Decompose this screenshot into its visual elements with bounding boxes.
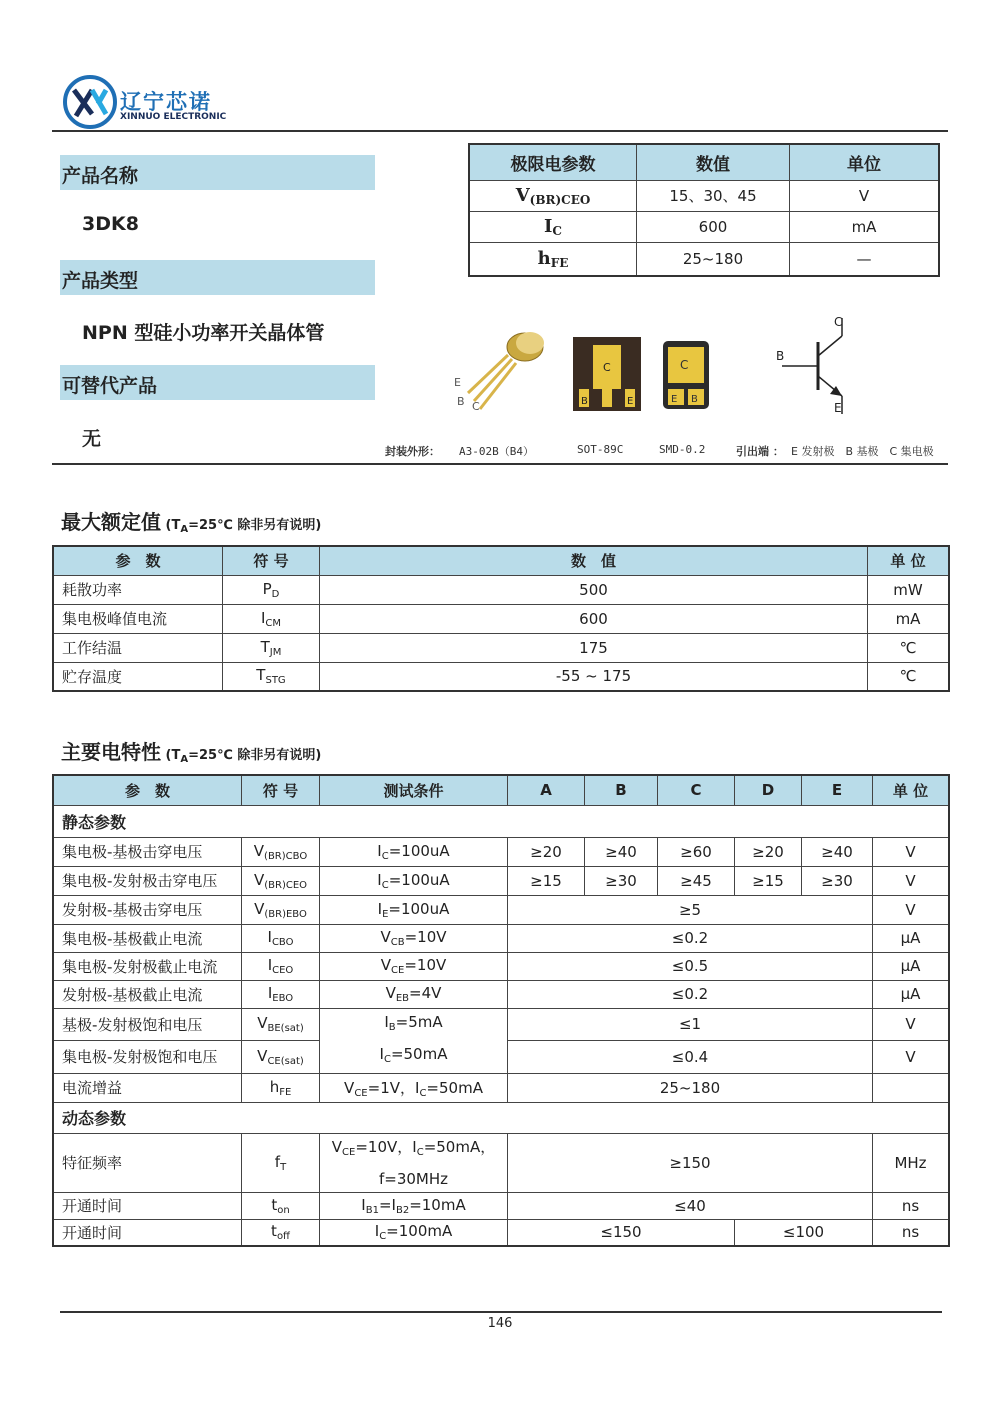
header-symbol: 符 号	[223, 546, 320, 575]
product-type-value: NPN 型硅小功率开关晶体管	[82, 322, 325, 344]
limit-unit-cell: —	[790, 242, 940, 276]
unit-cell	[873, 1073, 950, 1102]
param-cell: 耗散功率	[53, 575, 223, 604]
table-row	[53, 1192, 949, 1219]
table-row	[53, 952, 949, 980]
page-number: 146	[487, 1316, 513, 1331]
symbol-cell: $I_{CBO}$	[242, 924, 320, 952]
unit-cell: V	[873, 866, 950, 895]
unit-cell: MHz	[873, 1133, 950, 1192]
value-cell: -55 ~ 175	[320, 662, 868, 691]
condition-cell: $I_C=100mA$	[320, 1219, 508, 1246]
pin-label-b: B	[457, 395, 465, 408]
company-name-en: XINNUO ELECTRONIC	[120, 112, 227, 122]
pins-description: E 发射极 B 基极 C 集电极	[791, 445, 934, 458]
value-cell: ≤0.2	[508, 980, 873, 1008]
header-condition: 测试条件	[320, 775, 508, 805]
value-cell: ≥5	[508, 895, 873, 924]
max-ratings-table	[52, 545, 950, 692]
header-c: C	[658, 775, 735, 805]
header-d: D	[735, 775, 802, 805]
unit-cell: V	[873, 1008, 950, 1041]
package-name-2: SOT-89C	[577, 443, 624, 456]
header-value: 数 值	[320, 546, 868, 575]
symbol-cell: $f_T$	[242, 1133, 320, 1192]
condition-cell: $V_{CE}=10V$，$I_C=50mA$， f=30MHz	[320, 1133, 508, 1192]
grade-c-cell: ≥45	[658, 866, 735, 895]
limit-value-cell: 25~180	[637, 242, 790, 276]
limit-header-value: 数值	[637, 144, 790, 180]
table-row	[53, 924, 949, 952]
header-e: E	[802, 775, 873, 805]
limit-unit-cell: mA	[790, 211, 940, 242]
symbol-cell: $T_{JM}$	[223, 633, 320, 662]
limit-param-cell: $h_{FE}$	[469, 242, 637, 276]
symbol-cell: $P_D$	[223, 575, 320, 604]
value-cell: 600	[320, 604, 868, 633]
unit-cell: ℃	[868, 633, 950, 662]
table-row	[469, 242, 939, 276]
table-row	[53, 575, 949, 604]
unit-cell: μA	[873, 952, 950, 980]
value-cell: 175	[320, 633, 868, 662]
characteristics-table	[52, 774, 950, 1247]
unit-cell: ns	[873, 1219, 950, 1246]
svg-text:C: C	[680, 358, 689, 372]
company-name-cn: 辽宁芯诺	[120, 90, 212, 114]
symbol-cell: $t_{off}$	[242, 1219, 320, 1246]
unit-cell: V	[873, 895, 950, 924]
condition-cell: $I_C=100uA$	[320, 866, 508, 895]
symbol-cell: $h_{FE}$	[242, 1073, 320, 1102]
grade-c-cell: ≥60	[658, 837, 735, 866]
param-cell: 集电极-基极击穿电压	[53, 837, 242, 866]
table-row	[53, 1133, 949, 1192]
condition-cell: $I_B=5mA$ $I_C=50mA$	[320, 1008, 508, 1073]
svg-text:E: E	[627, 396, 634, 407]
symbol-cell: $I_{CM}$	[223, 604, 320, 633]
param-cell: 开通时间	[53, 1219, 242, 1246]
svg-text:B: B	[776, 349, 785, 363]
unit-cell: V	[873, 1041, 950, 1074]
table-row	[53, 633, 949, 662]
table-row	[53, 1073, 949, 1102]
param-cell: 集电极峰值电流	[53, 604, 223, 633]
condition-cell: $V_{CB}=10V$	[320, 924, 508, 952]
condition-cell: $I_C=100uA$	[320, 837, 508, 866]
product-type-label: 产品类型	[62, 270, 139, 292]
value-cell: ≤0.4	[508, 1041, 873, 1074]
header-b: B	[585, 775, 658, 805]
param-cell: 发射极-基极截止电流	[53, 980, 242, 1008]
symbol-cell: $t_{on}$	[242, 1192, 320, 1219]
svg-text:E: E	[834, 401, 842, 415]
table-row	[53, 895, 949, 924]
logo-icon	[62, 74, 118, 130]
header-symbol: 符 号	[242, 775, 320, 805]
grade-a-cell: ≥15	[508, 866, 585, 895]
unit-cell: mA	[868, 604, 950, 633]
table-row	[53, 662, 949, 691]
symbol-cell: $I_{CEO}$	[242, 952, 320, 980]
max-ratings-title: 最大额定值 ($T_A=25℃$ 除非另有说明)	[61, 510, 322, 535]
grade-d-cell: ≥15	[735, 866, 802, 895]
header-param: 参 数	[53, 546, 223, 575]
param-cell: 集电极-基极截止电流	[53, 924, 242, 952]
table-row	[53, 837, 949, 866]
unit-cell: μA	[873, 980, 950, 1008]
param-cell: 集电极-发射极截止电流	[53, 952, 242, 980]
table-row	[53, 866, 949, 895]
table-row	[53, 604, 949, 633]
pin-label-c: C	[472, 400, 480, 413]
grade-d-cell: ≥20	[735, 837, 802, 866]
npn-transistor-symbol-icon	[772, 312, 862, 420]
header-rule	[52, 130, 948, 132]
value-cell: ≤0.5	[508, 952, 873, 980]
grade-e-cell: ≥40	[802, 837, 873, 866]
symbol-cell: $V_{(BR)CBO}$	[242, 837, 320, 866]
unit-cell: μA	[873, 924, 950, 952]
svg-text:C: C	[603, 361, 611, 374]
table-row	[469, 180, 939, 211]
value-cell: ≥150	[508, 1133, 873, 1192]
param-cell: 基极-发射极饱和电压	[53, 1008, 242, 1041]
grade-a-cell: ≥20	[508, 837, 585, 866]
smd-package-image	[663, 341, 709, 409]
pin-label-e: E	[454, 376, 461, 389]
param-cell: 集电极-发射极饱和电压	[53, 1041, 242, 1074]
package-name-1: A3-02B（B4）	[459, 445, 534, 458]
param-cell: 开通时间	[53, 1192, 242, 1219]
value-cell: ≤100	[735, 1219, 873, 1246]
param-cell: 工作结温	[53, 633, 223, 662]
value-cell: ≤0.2	[508, 924, 873, 952]
condition-cell: $I_{B1}=I_{B2}=10mA$	[320, 1192, 508, 1219]
condition-cell: $I_E=100uA$	[320, 895, 508, 924]
replacement-label: 可替代产品	[62, 375, 158, 397]
unit-cell: ℃	[868, 662, 950, 691]
svg-text:E: E	[671, 394, 678, 405]
symbol-cell: $T_{STG}$	[223, 662, 320, 691]
param-cell: 电流增益	[53, 1073, 242, 1102]
header-param: 参 数	[53, 775, 242, 805]
param-cell: 贮存温度	[53, 662, 223, 691]
symbol-cell: $V_{(BR)CEO}$	[242, 866, 320, 895]
pins-label: 引出端 ：	[736, 445, 784, 458]
table-row	[53, 1008, 949, 1041]
param-cell: 发射极-基极击穿电压	[53, 895, 242, 924]
limit-parameter-table	[468, 143, 940, 277]
section-rule	[52, 463, 948, 465]
product-name-label: 产品名称	[62, 165, 139, 187]
table-row	[53, 1219, 949, 1246]
package-label: 封装外形：	[385, 445, 440, 458]
svg-text:B: B	[581, 396, 588, 407]
product-name-value: 3DK8	[82, 213, 139, 235]
grade-b-cell: ≥30	[585, 866, 658, 895]
limit-param-cell: $I_C$	[469, 211, 637, 242]
unit-cell: ns	[873, 1192, 950, 1219]
unit-cell: mW	[868, 575, 950, 604]
limit-value-cell: 15、30、45	[637, 180, 790, 211]
footer-rule	[60, 1311, 942, 1313]
limit-header-unit: 单位	[790, 144, 940, 180]
unit-cell: V	[873, 837, 950, 866]
table-row	[53, 980, 949, 1008]
company-logo	[62, 72, 262, 132]
value-cell: 500	[320, 575, 868, 604]
replacement-value: 无	[82, 428, 102, 450]
value-cell: 25~180	[508, 1073, 873, 1102]
value-cell: ≤1	[508, 1008, 873, 1041]
symbol-cell: $V_{(BR)EBO}$	[242, 895, 320, 924]
grade-e-cell: ≥30	[802, 866, 873, 895]
value-cell: ≤40	[508, 1192, 873, 1219]
svg-text:C: C	[834, 315, 843, 329]
symbol-cell: $V_{CE(sat)}$	[242, 1041, 320, 1074]
limit-header-param: 极限电参数	[469, 144, 637, 180]
limit-unit-cell: V	[790, 180, 940, 211]
symbol-cell: $I_{EBO}$	[242, 980, 320, 1008]
grade-b-cell: ≥40	[585, 837, 658, 866]
header-unit: 单 位	[873, 775, 950, 805]
sot89-package-image	[573, 337, 641, 411]
static-params-label: 静态参数	[53, 805, 949, 837]
dynamic-params-label: 动态参数	[53, 1102, 949, 1133]
param-cell: 特征频率	[53, 1133, 242, 1192]
characteristics-title: 主要电特性 ($T_A=25℃$ 除非另有说明)	[61, 740, 322, 765]
limit-value-cell: 600	[637, 211, 790, 242]
condition-cell: $V_{CE}=10V$	[320, 952, 508, 980]
param-cell: 集电极-发射极击穿电压	[53, 866, 242, 895]
symbol-cell: $V_{BE(sat)}$	[242, 1008, 320, 1041]
to-can-package-image	[450, 325, 550, 415]
table-row	[469, 211, 939, 242]
header-a: A	[508, 775, 585, 805]
header-unit: 单 位	[868, 546, 950, 575]
limit-param-cell: $V_{(BR)CEO}$	[469, 180, 637, 211]
condition-cell: $V_{CE}=1V$，$I_C=50mA$	[320, 1073, 508, 1102]
svg-text:B: B	[691, 394, 698, 405]
condition-cell: $V_{EB}=4V$	[320, 980, 508, 1008]
value-cell: ≤150	[508, 1219, 735, 1246]
package-name-3: SMD-0.2	[659, 443, 706, 456]
